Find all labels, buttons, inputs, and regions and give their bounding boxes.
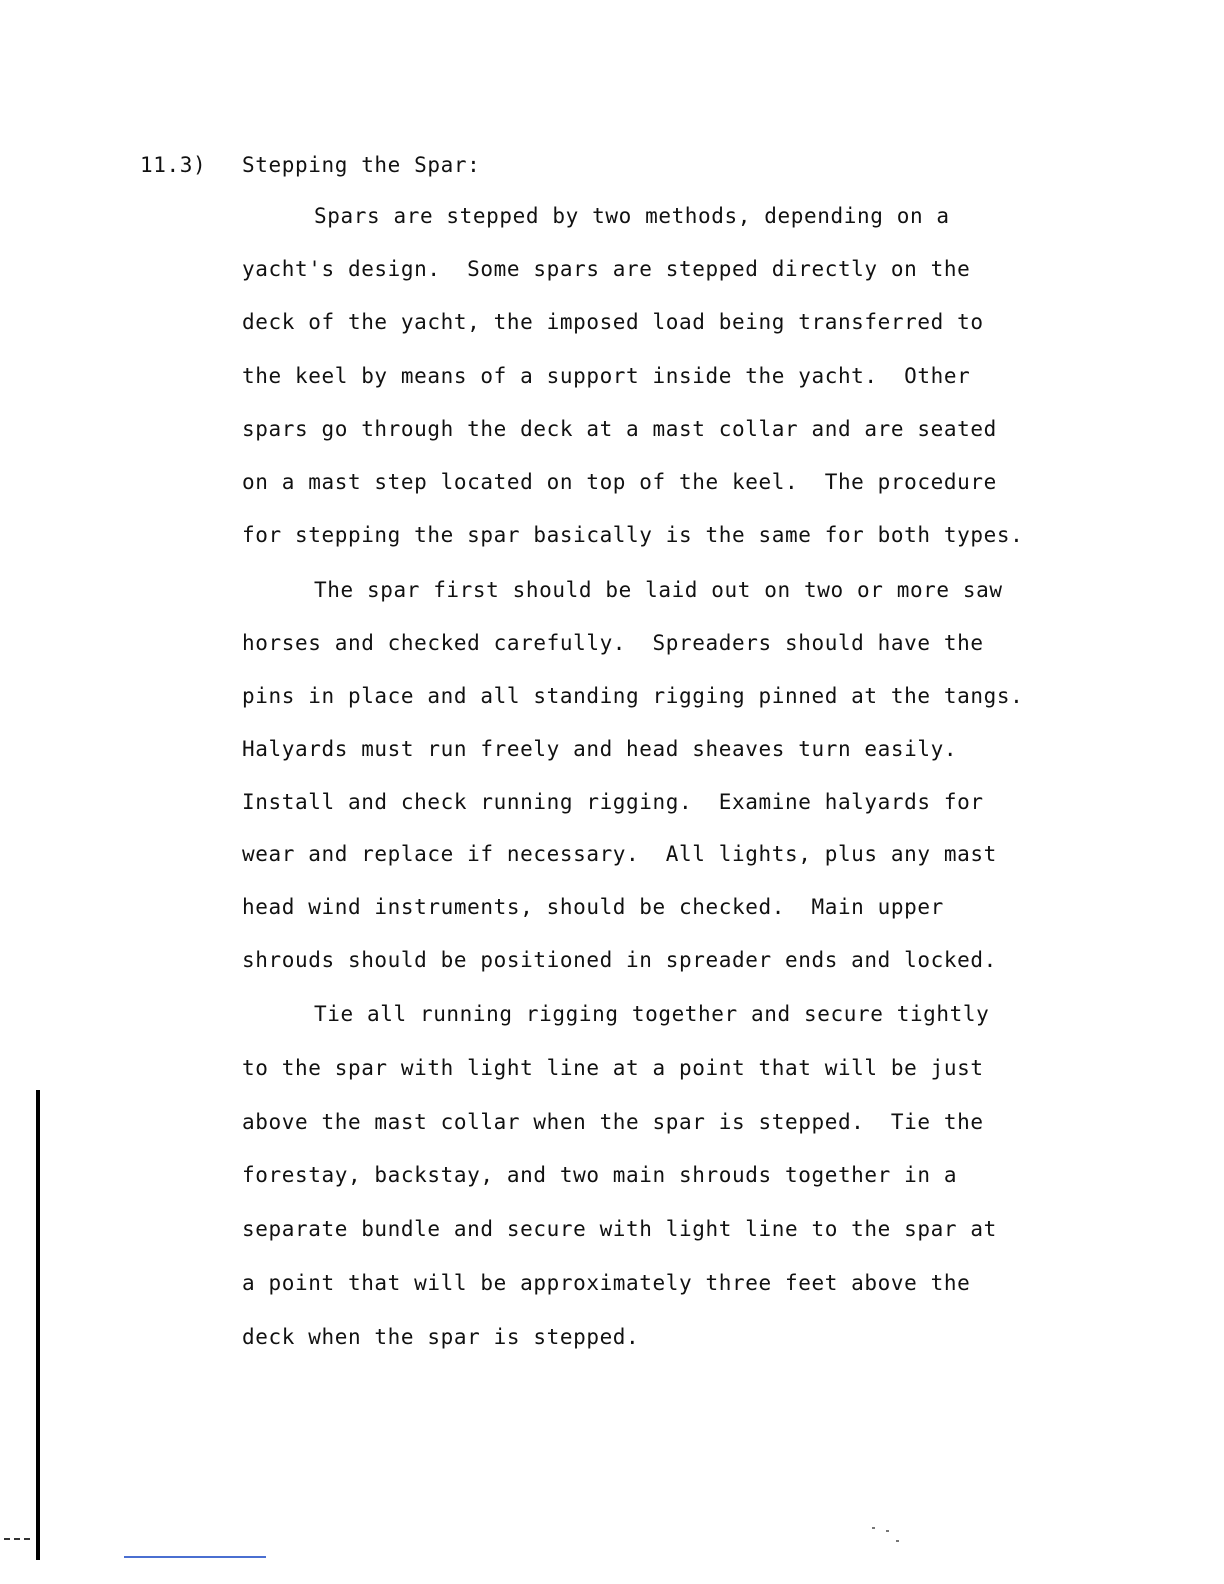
section-number: 11.3) <box>140 153 207 177</box>
text-line: wear and replace if necessary. All lights, plus any mast <box>242 842 997 866</box>
text-line: Halyards must run freely and head sheaves turn easily. <box>242 737 958 761</box>
text-line: deck when the spar is stepped. <box>242 1325 640 1349</box>
text-line: for stepping the spar basically is the same for both types. <box>242 523 1024 547</box>
text-line: on a mast step located on top of the keel. The procedure <box>242 470 997 494</box>
text-line: shrouds should be positioned in spreader ends and locked. <box>242 948 997 972</box>
section-title: Stepping the Spar: <box>242 153 481 177</box>
text-line: a point that will be approximately three feet above the <box>242 1271 971 1295</box>
text-line: The spar first should be laid out on two or more saw <box>314 578 1003 602</box>
text-line: separate bundle and secure with light line to the spar at <box>242 1217 997 1241</box>
text-line: deck of the yacht, the imposed load being transferred to <box>242 310 984 334</box>
text-line: head wind instruments, should be checked. Main upper <box>242 895 944 919</box>
underline-mark <box>124 1556 266 1558</box>
text-line: to the spar with light line at a point that will be just <box>242 1056 984 1080</box>
text-line: spars go through the deck at a mast collar and are seated <box>242 417 997 441</box>
scan-speck <box>886 1530 889 1532</box>
text-line: the keel by means of a support inside the yacht. Other <box>242 364 971 388</box>
text-line: pins in place and all standing rigging pinned at the tangs. <box>242 684 1024 708</box>
text-line: yacht's design. Some spars are stepped directly on the <box>242 257 971 281</box>
text-line: Tie all running rigging together and secure tightly <box>314 1002 990 1026</box>
text-line: Spars are stepped by two methods, depending on a <box>314 204 950 228</box>
margin-tick <box>4 1538 30 1542</box>
text-line: above the mast collar when the spar is stepped. Tie the <box>242 1110 984 1134</box>
text-line: Install and check running rigging. Examine halyards for <box>242 790 984 814</box>
margin-bar <box>36 1090 40 1560</box>
text-line: horses and checked carefully. Spreaders should have the <box>242 631 984 655</box>
scan-speck <box>896 1540 899 1542</box>
text-line: forestay, backstay, and two main shrouds together in a <box>242 1163 958 1187</box>
scan-speck <box>872 1527 875 1529</box>
